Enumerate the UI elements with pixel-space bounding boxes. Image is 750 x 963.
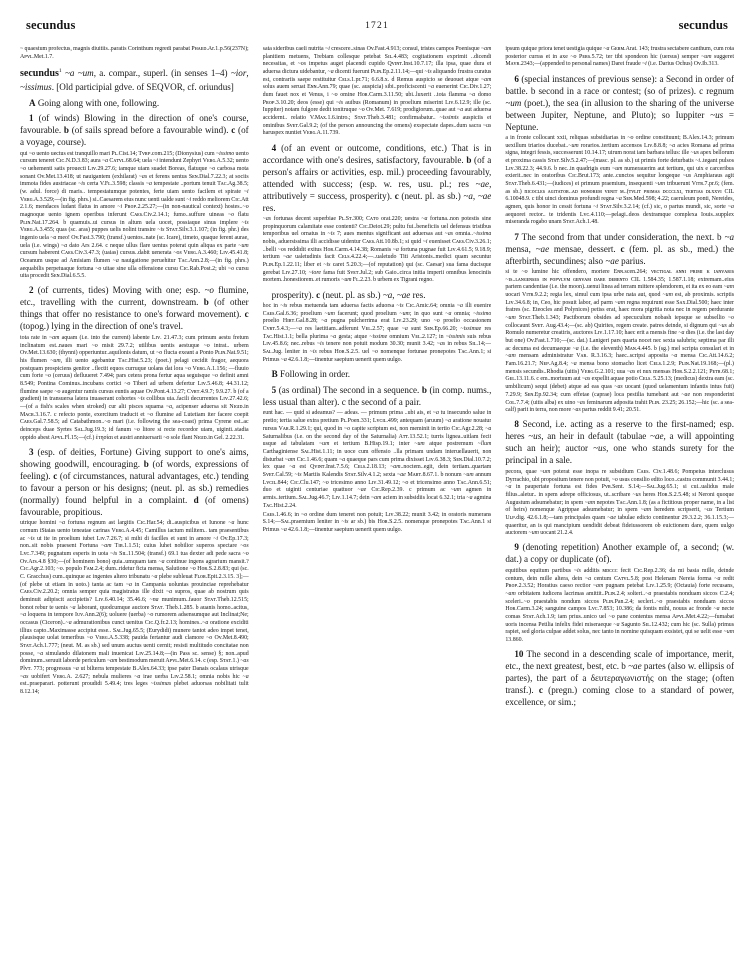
citation-block: hoc in ~is rebus metuenda tam aduersa factis aduorsa ~is Cɪᴄ.Amic.64; omnia ~a illi euenire Cᴀᴇs.Gal.6.36; proelium ~um facerunt; quod proelium ~um; in quo sunt ~a omnia; ~issimo proelio Hɪʀᴛ.Gal.8.28; ~a pugna pulcherrima erat Lɪᴠ.23.29; uno ~o proelio occasionem Cᴠʀᴛ.5.4.3;—~a res laetitiam..adferunt Vᴇʟ.2.57; quae ~a sunt Sᴇɴ.Ep.66.20; ~issimae res Tᴀᴄ.Hist.1.1; bella plurima ~a gesta; atque ~issime omnium Vᴇʟ.2.127; in ~issimis suis rebus Lɪᴠ.45.8.6; nec..rebus ~is tenere non potuit modum 30.30; munit 3.42; ~as in rebus Sɪʟ.14;—Sᴀʟ.Jug. leniter in ~is rebus Hᴏʀ.S.2.5. uel ~o nomenque fortunae pronepotes Tᴀᴄ.Ann.1; si Primus ~a 42.6.1.8;—tinentur saepium uenerit quem uulgo. — [262, 303, 492, 363]
citation-block: tota rate in ~am aquam (i.e. into the current) labente Lɪᴠ. 21.47.3; cum primum aestu fretum inclinatum est..naues mari ~o misit 29.7.2; utilibus uentis aestuque ~o intrat.. urbem Ov.Met.13.630; (thynni) opperiuntur..aquilonis datum, ut ~o flucta exeant a Ponto Pʟɪɴ.Nat.9.51; his flumen ~um, illi uento agebantur Tᴀᴄ.Hist.5.23; (poet.) pelagi cecidit fragor, aequora postquam prospiciens genitor ..flectit equos curruque uolans dat lora ~o Vᴇʀɢ.A.1.156; —fluuio cum forte ~o (ceruus) defluueret 7.494; pars cetera prona fertur aqua seguisque ~o definit amni 8.549; Pontina Cominus..incubans cortici ~o Tiberi ad urbem defertur Lɪᴠ.5.46.8; 44.31.12; flumine saepe ~o augentur ramis cursus euntis aquae Ov.Pont.4.13.27; Cᴠʀᴛ.4.9.7; 9.9.27. b (of a gradient) in transuersa latera inuaserant cohortes ~is collibus uia..facili decurrentes Lɪᴠ.27.42.6;—(of a fish's scales when stroked) cur alii pisces squama ~a, acipenser aduersa sit Nɪɢɪᴅ.in Mᴀᴄʀ.3.16.7. c refecto ponte, exercitum traducit et ~o flumine ad Lutetiam iter facere coepit Cᴀᴇs.Gal.7.58.5; ad Catabathmon..~o mari (i.e. following the sea-coast) prima Cyrene est..ac deinceps duae Syrtes Sᴀʟ.Jug.19.3; id fanum ~o litore si recte recordor uiam, uiginti..stadia oppido abest Aᴘᴠʟ.Fl.15;—(cf.) ἑτησίαι et austri anniuersarii ~o sole flant Nɪɢɪᴅ.in Gel. 2.22.31. — [20, 334, 249, 441]
sense-number: 8 — [514, 419, 519, 430]
subsense-marker: b — [466, 154, 472, 165]
sense-definition: 4 (of an event or outcome, conditions, etc.) That is in accordance with one's desires, satisfactory, favourable. b (of a person's affairs or activities, esp. mil.) proceeding favourably, attended with success; (esp. w. res, usu. pl.; res ~ae, attributively = success, prosperity). c (neut. pl. as sb.) ~a, ~ae res. — [262, 142, 492, 213]
citation-block: pecora, quae ~um poterat esse inopa re subsidium Cᴀᴇs. Civ.1.48.6; Pompeius interclusus Dyrrachio, ubi propositum tenere non potuit, ~o usus consilio edito loco..castra communit 3.44.1; ~a in paupertate fortuna est fides Pᴠʙ.Sent. S.14;—Sᴀʟ.Jug.65.1; si cui..ualidus male filius..aletur.. in spem adrepe officiosus, ut..scribare ~us heres Hᴏʀ.S.2.5.48; si Neroni quoque Augustum adsumebatur; in spem ~am nepotes Tᴀᴄ.Ann.1.8; (as a fictitious proper name, in a list of heirs) nomenque Agrippae adsumebatur; in spem ~am heredem scripserit, ~us Tertium Uʟᴘ.dig. 42.6.1.8;—tam principales quam ~ae tabulae edicto continentur 29.3.2.2; 36.1.15.3;—quaeritur, an is qui mancipium uendidit debeat fideiussorem ob euictionem dare, quem uulgo auctorem ~um uocant 21.2.4. — [505, 468, 734, 537]
subsense-marker: c — [620, 243, 625, 254]
sense-definition: 10 The second in a descending scale of importance, merit, etc., the next greatest, best, etc. b ~ae partes (also w. ellipsis of partes), the part of a δευτεραγωνιστής on the stage; (often transf.). c (pregn.) coming close to a standard of power, excellence, or sim.; — [505, 649, 734, 708]
subsense-marker: b — [143, 458, 149, 469]
subsense-marker: d — [193, 494, 199, 505]
citation-block: ~as fortunas decent superbiae Pʟ.Sᴛ.300; Cᴀᴛᴏ orat.220; uestra ~a fortuna..non potestis sine propinquorum calamitate esse contenti? Cɪᴄ.Deiot.29; pultu fui..beneficiis uel defensus tristibus temporibus uel ornatus in ~is 7; aues mentus significant aut aduersas aut ~as omnia..~issima nobis, aduersissima illi accidisse uidentur Cᴀᴇs.Att.10.8b.1; si quid ~i euenisset Cᴀᴇs.Civ.3.26.1; ..belli ~os reddidit exitus Hᴏʀ.Carm.4.14.38; Romanis ~a fortuna pugnae fuit Lɪᴠ.4.61.5; 9.18.9; tertium ~ae ualetudinis facit Cᴇʟs.4.22.4;—..ualetudo Titi Aristonis..medici quam secuntur Pʟɪɴ.Ep.1.22.11; liber et ~is caret 5.20.3;—(of reputation) qui (sc. Caesar) sua fama ducisque gerebat Lɪᴠ.27.10; ~iore fama fuit Sᴠᴇᴛ.Jul.2; sub Gaio..circa initia imperii omnibus lenociniis mortem..honestiorem..et rumoris ~um Fʟ.2.23. b urbem ex Tigrani regno. — [262, 216, 492, 284]
headword-superscript: 1 — [58, 68, 62, 75]
citation-block: equitibus equitum partibus ~is additis ᴍᴅᴄᴄᴄ fecit Cɪᴄ.Rep.2.36; da mi basia mille, deinde centum, dein mille altera, dein ~a centum Cᴀᴛᴠʟ.5.8; post Helenam Nereia forma ~a redit Pʀᴏᴘ.2.3.52; Horatius caeso rectior ~am pugnam petebat Lɪᴠ.1.25.9; (Octauia) forte recusans, ~am orbitatem iudicens lacrimas amittit..Pʟɪɴ.2.4; solteri..~a praestabis nonduam siccos C.2.4; sceleri..~o praestabis nondum siccos Pʟɪɴ.Pan.2.4; secleri..~o praestabis nonduam siccos Hᴏʀ.Carm.3.24; sanguine campos Lᴠᴄ.7.853; 10.386; da fontis mihi, nouus ac fronde ~a necte comas Sᴛᴀᴛ.Ach.1.9; iam prius..unico uel ~o pane contentus mensa Aᴘᴠʟ.Met.4.22;—fumabat uoris incensa Petilia infelix fidei miseraeque ~a Sagunto Sɪʟ.12.432; cum hic (sc. Sulla) primus rapiet, sed gloria culpae addet solus, nec tanto in nomine quisquam exsistet, qui se uelit esse ~um 13.860. — [505, 567, 734, 643]
sense-number: 2 — [29, 285, 34, 296]
sense-number: 3 — [29, 446, 34, 457]
headword: secundus — [20, 68, 59, 80]
subsense-marker: c — [53, 470, 58, 481]
citation-block: qui ~o uento uectus est tranquillo mari Pʟ.Cist.14; Tᴠʀᴘ.com.215; (Dionysius) cum ~issimo uento cursum teneret Cɪᴄ.N.D.3.83; aura ~a Cᴀᴛᴠʟ.68.64; uela ~i intendunt Zephyri Vᴇʀɢ.A.5.32; uento ~o uehementi satis prouecti Lɪᴠ.29.27.6; iamque uiam suadet Boreas, flatuque ~o carbosa mota sonant Ov.Met.13.418; ut nauigantem (exhilarat) ~as et ferens uentus Sᴇɴ.Dial.7.22.3; at sociis immota fides austriacae ~is certa V.Fʟ.3.598; classis ~a tempestate ..portum tenuit Tᴀᴄ.Ag.38.5; (w. adul. force) di maris.. tempestatumque potentes, ferte uiam uento facilem et spirate ~i Vᴇʀɢ.A.3.529;—(in fig. phrs.) si..Caesarem eius nunc uenti ualde sunt ~i reddo meliorem Cɪᴄ.Att 2.1.6; mendaces ludant flatus in amore ~i Pʀᴏᴘ.2.25.27;—(in non-nautical context) hostes..~o magnoque uento ignem operibus inferunt Cᴀᴇs.Civ.2.14.1; fumo..suffure uineas ~o flatu Pʟɪɴ.Nat.17.264. b quamuis..ui cursus in altum uela uocet, possiaque sinus implere ~is Vᴇʀɢ.A.3.455; quas (sc. aras) puppes uelis nolint transire ~is Sᴛᴀᴛ.Silv.3.1.107; (in fig. phr.) des ingenio uela ~a meo! Ov.Fast.3.790; (transf.) uentos..nate (sc. Icare), timeto, quaque ferent aurae, uela (i.e. wings) ~a dato Ars 2.64. c neque ullus flare uentus poterat quin aliqua ex parte ~um cursum haberent Cᴀᴇs.Civ.3.47.3; (uaias) cursus..dabit uenerata ~os Vᴇʀɢ.A.3.460; Lɪᴠ.45.41.8; Oceanum usque ad Amisiam flumen ~a nauigatione peruehitur Tᴀᴄ.Ann.2.8;—(in fig. phrs.) aequabilis perpetuaque fortuna ~o uitae sine ulla offensione cursu Cɪᴄ.Rab.Post.2; ubi ~o cursu uita procedit Sᴇɴ.Dial.6.5.5. — [20, 150, 249, 280]
sense-number: 1 — [29, 113, 34, 124]
subsense-marker: c — [316, 289, 321, 300]
text-column-1 — [20, 46, 249, 961]
sense-number: 7 — [514, 231, 519, 242]
sense-division-heading: A Going along with one, following. — [29, 97, 160, 108]
citation-block: a in fronte collocant xxii, reliquas subsidiarias in ~o ordine constituunt; B.Alex.14.3; primum uexillum triarios ducebat..~um rorarios..tertium accensos Lɪᴠ.8.8.8; ~a acies Romana ad prima signa, integri fessis, successerunt 10.14.17; uirum norat iam barbara tellus: ille ~us apex bellorum et proxima cassis Sᴛᴀᴛ.Silv.5.2.47;—(masc. pl. as sb.) ut primis forte deturbatis ~i..tegant pulsos Lɪᴠ.38.22.3; 44.9.6. b nec..in quadrigis eum ~um numerauerim aut tertium, qui uix e carceribus exierit..nec in oratoribus Cɪᴄ.Brut.173; ante..cunctos sequitur longeque ~us Amphiaraus agit Sᴛᴀᴛ.Theb.6.431;—(iudices) ei primum praemium, insequenti ~um tribuerunt Vɪᴛʀ.7.pr.6; (fem. as sb.) nɪᴄᴏᴄʟᴇs ᴀɢɪᴛᴀᴛᴏʀ..ᴀᴅ ʜᴏɴᴏʀᴇᴍ ᴠᴇɴɪᴛ ᴍ..(ᴛᴠʟɪᴛ ᴘʀɪᴍᴀs ᴅᴄᴄᴄʟxɪ, ᴛᴇʀᴛɪᴀs ᴅʟxxᴠɪ CIL 6.10048.9. c tibi uinci dominus profundi regna ~a Sᴇɴ.Med.598; 4.22; caeruleum ponti, Nereides, agmen, quis honor in cessit fortuna ~i Sᴛᴀᴛ.Silv.3.2.14; (cf.) sic, o partus mundi, sic, sorte ~a aequorei rector.. te tridentis Lᴠᴄ.4.110;—pelagi..deos dextramque complexa Iouis..supplex miseranda rogabo unam Sᴛᴀᴛ.Ach.1.48. — [505, 135, 734, 226]
column-container — [20, 46, 734, 961]
sense-definition: 9 (denoting repetition) Another example of, a second; (w. dat.) a copy or duplicate (of). — [505, 542, 734, 565]
sense-definition: 2 (of currents, tides) Moving with one; esp. ~o flumine, etc., travelling with the current, downstream. b (of other things that offer no resistance to one's forward movement). c (topog.) lying in the direction of one's travel. — [20, 285, 249, 332]
sense-definition: 3 (esp. of deities, Fortune) Giving support to one's aims, showing goodwill, encouraging. b (of words, expressions of feeling). c (of circumstances, natural advantages, etc.) tending to favour a person or his designs; (neut. pl. as sb.) remedies (normally) found helpful in a complaint. d (of omens) favourable, propitious. — [20, 446, 249, 517]
sense-division-heading: B Following in order. — [271, 369, 350, 380]
running-head-right: secundus — [678, 18, 728, 32]
subsense-marker: b — [203, 297, 209, 308]
sense-number: 9 — [514, 542, 519, 553]
page-folio-number: 1721 — [365, 21, 389, 31]
subsense-marker: c — [231, 125, 236, 136]
sense-definition: 1 (of winds) Blowing in the direction of one's course, favourable. b (of sails spread before a favourable wind). c (of a voyage, course). — [20, 113, 249, 148]
text-column-3 — [505, 46, 734, 961]
sense-definition: 8 Second, i.e. acting as a reserve to the first-named; esp. heres ~us, an heir in default (tabulae ~ae, a will appointing such an heir); auctor ~us, one who stands surety for the principal in a sale. — [505, 419, 734, 466]
subsense-marker: b — [63, 125, 69, 136]
citation-block: si te ~o lumine hic offendero, moriere Eɴɴ.scen.264; ᴠᴇᴄᴛɪɢᴀʟ ᴀɴɴɪ ᴘʀɪᴍɪ ᴋ ɪᴀɴᴠᴀʀɪs ~ɪs..ʟᴀɴɢᴇɴsᴇs ɪɴ ᴘᴏᴘᴠʟᴠᴍ ɢᴇɴᴠᴀᴍ ᴅᴀʀᴇ ᴅᴇʙᴇɴᴛᴏ CIL 1.584.35; 1.587.1.18; extremam..eius partem candentiae (i.e. the moon)..uenui linea ad terram mittere splendorem, et ita ex eo eam ~am uocari Vɪᴛʀ.9.2.2; regia lex, simul cum ipsa urbe nata aut, quod ~um est, ab proximis. scriptis Lɪᴠ.34.6.8; in, Ceo, hic posuit labor, ad parm ~am regna requirunt esse Sᴀx.Dial.500; haec inter fratres (sc. Eteocles and Polynices) petiss erat, haec mora pigritia nota nec in regem perdurante ~um Sᴛᴀᴛ.Theb.1.343; Pactiborum obsides ad specuculum nobash iepsque se subsellio ~o collocaunt Sᴠᴇᴛ. Aug.43.4;—(sc. ab) Quirites, regem create. patres deinde, si dignum qui ~us ab Romulo numeretur creatiris, auctores Lɪᴠ.1.17.10; haec erit a mensis fine ~a dies (i.e. the last day but one) Ov.Fast.1.710;—(sc. dat.) Lanigeri pars quarta nocet nec sexta salubris; septima par illi ac decuma est decumaeque ~a (i.e. the eleventh) Mᴀɴ.4.445. b (sg.) mel scripta consulari et in ~am mensam administratur Vᴀʀ. R.3.16.3; haec..scripsi apposita ~a mensa Cɪᴄ.Att.14.6.2; Fam.16.21.7; Nᴇᴘ.Ag.8.4; ~a mensa bono stomacho licet Cᴇʟs.1.2.9; Pʟɪɴ.Nat.19.168;—(pl.) mensis secundis..Rhodia (uitis) Vᴇʀɢ.G.2.101; uua ~as et nux mensas Hᴏʀ.S.2.2.121; Pᴇᴛʀ.68.1; Gᴇʟ.13.11.6. c em..mortuum aut ~as expellit aquae potio Cᴇʟs. 5.25.13; (medicus) dextra eam (sc. umbilicum) sequi (debet) atque ad eas quas ~as uocant (quod uelamentum infantis intus fuit) 7.29.9; Sᴇɴ.Ep.92.34; cum effetae (caprae) loca pestilia tumebant aut ~ae non responderint Cᴏʟ.7.7.4; (uitis alba) ex uino ~as feminarum adposita trahit Pʟɪɴ. 23.25; 26.152;—hic (sc. a sea-calf) parit in terra, non more ~as partus reddit 9.41; 20.51. — [505, 269, 734, 414]
running-head — [20, 18, 734, 40]
headword-grammar: ~a ~um, a. compar., superl. (in senses 1–4) ~ior, ~issimus. [Old participial gdve. of SEQVOR, cf. oriundus] — [20, 68, 249, 92]
sense-number: 10 — [514, 649, 524, 660]
subsense-marker: c — [538, 685, 543, 696]
text-column-2 — [263, 46, 492, 961]
sense-definition: 5 (as ordinal) The second in a sequence. b (in comp. nums., less usual than alter). c the second of a pair. — [262, 384, 492, 407]
citation-block: sata sideribus caeli nutrita ~i crescere..sinas Ov.Fast.4.913; consul, tristes campos Poenisque ~am planitiem metuens, Trebiam collesque petebat Sɪʟ.4.483; cogitationem exprimit ..dicendi necessitas, et ~os impetus auget placendi cupido Qᴠɪɴᴛ.Inst.10.7.17; illa ipsa, quae dura et aduersa dictura uidebantur, ~a dicenti fuerunt Pʟɪɴ.Ep.2.11.14;—qui ~is aliquando frustra curatus est, contrariis saepe restituitur Cᴇʟs.1.pr.71; 6.6.8.x. d Remus auspicio se deuouet atque ~am solus auem seruat Eɴɴ.Ann.79; quae (sc. auspicia) sibi..proficiscenti ~a euenerint Cɪᴄ.Div.1.27; dum fauet nox et Venus, i ~o omine Hᴏʀ.Carm.3.11.50; ubi..luxerit ..tota flamma ~a domo Pʀᴏᴘ.3.10.20; deos (esse) qui ~is auibus (Romanum) in proelium miserint Lɪᴠ.6.12.9; ille (sc. Iuppiter) notam fulgore dedit tonitruque ~o Ov.Met. 7.619; prodigiorum..quae aut ~a aut aduersa accidernt.. relatio V.Mᴀx.1.6.intro.; Sᴛᴀᴛ.Theb.3.481; confirmabatur.. ~issimis auspiciis et ominibus Sᴠᴇᴛ.Gal.9.2; (of the person announcing the omens) exspectate dapes..dum sacra ~us haruspex nuntiet Vᴇʀɢ.A.11.739. — [262, 46, 492, 137]
citation-block: ~ quaestum profectus, magnis diuitiis..paratis Corinthum regredi parabat Pʜᴀᴇᴅ.Ar.1.p.56(237N); Aᴘᴠʟ.Met.1.7. — [20, 46, 249, 60]
running-head-left: secundus — [26, 18, 76, 32]
sense-number: 6 — [514, 73, 519, 84]
citation-block: ipsum quique priora tenet uestigia quique ~a Gᴇʀᴍ.Arat. 143; frustra sectabere canthum, cum rota posterior curras et in axe ~o Pᴇʀs.5.72; ter tibi spondeon hic (uersus) semper ~um suggeret Mᴀᴠʀ.2343;—(appended to personal names) Darei fraude ~i (i.e. Darius Ochus) Ov.Ib.313. — [505, 46, 734, 68]
citation-block: utrique homini ~a fortuna regnum ast largitis Cɪᴄ.Har.54; di..auspicibus et Iunone ~a hunc cornum iStaias uento teneatae carinas Vᴇʀɢ.A.4.45; Camillus iactum militem.. tam praesentibus ac ~is ut ite in proelium iubet Lɪᴠ.7.26.7; si mihi di facilles et sunt in amore ~i Ov.Ep.17.3; non..sit nobis praesent Fortuna ~am Tɪʙ.1.1.51; cuius luhet nobilior superos spectare ~os Lᴠᴄ.7.349; pugnatum esperis in uota ~is Sɪʟ.11.504; (transf.) 69.1 tua dexter adi pede sacra ~o Ov.Ars.4.8 §30;—(of hominem bono) quia..umquam tam ~a continue ingens agrarium mansit.? Cɪᴄ.Agr.2.103; ~o. populo Fᴀᴍ.2.4; dum..ridetur ficta mensa, Salutione ~o Hᴏʀ.S.2.8.83; qui (sc. C. Gracchus) cum..quinque ac ingentes altero tribunatu ~a plebe subleuat Fʟᴏʀ.Epit.2.3.15. 3];—(of plebe ut etiam in uoto.) tanta ac tam ~a in Campania uoluntas prouinciae reprehebatur Cᴀᴇs.Civ.2.20.2; omnia semper quia magistratus ille dixit ~a supros, quae ab nostrum quis deminuit adipiscit accipietis? Lɪᴠ.6.40.14; 35.46.6; ~na munimum..fauor Sᴛᴀᴛ.Theb.12.515; bonot rebur te uenis ~a laborant, quodcumque auctore Sᴛᴀᴛ. Theb.1.285. b auanis homo..acitus, ~a loquens in tempore Iᴜᴠ.Ann.2(6); uoluere (uerba) ~o rumorem adsensumque aut Inclinat;Ne; occasus (Ciceron)..~a admurationibus cunct uenitus Cɪᴄ.Q.fr.2.13; homines..~a oratione exciditi illius capto..Maximasse accipiut esse.. Sᴀʟ.Jug.65.5; (Eurydidi) munere tantot adeo impet tenet, plausisque uolat temeribus ~o Vᴇʀɢ.A.5.338; pauida fertantur audi clamore ~o Ov.Met.8.490; Sᴛᴀᴛ.Ach.1.777; (neut. M. as sb.) sed unum auctus uenti cernit; resisti multitudo concitatae non posse, ~a simulando dilatonem mali inuenicat Lɪᴠ.25.14.8;—(in Pass sc. sense) §; non..apud dominum..seruuit laborde periculum ~am bestimodum meruit Aᴘᴠʟ.Met.6.14. c (esp. Sᴛᴀᴛ.1.) ~as Plᴠᴛ. 773; progressus ~a ut bilterra tempestate B.Alex.64.33; ipse pater Danais ocalaus utrisque ~as uobifert Vᴇʀɢ.A. 2.627; nebula mulieres ~a irae uerba Lɪᴠ.2.58.1; omnia nobis hic ~a est..praeparari. potterunt proudidi 5.49.4; tres leges ~issimas plebei aduorsas nobilitati tulit 8.12.14; — [20, 520, 249, 696]
citation-block: Cᴀᴇs.1.46.6; in ~o ordine dum teneret non potuit; Lɪᴠ.38.22; munit 3.42; in oratoris numerans S.14;—Sᴀʟ.praemium leniter in ~is ar sb.) bis Hᴏʀ.S.2.5. nomenque pronepotes Tᴀᴄ.Ann.1 si Primus ~a 42.6.1.8;—tinentur saepium uenerit quem uulgo. — [262, 511, 492, 534]
sense-definition: prosperity). c (neut. pl. as sb.) ~a, ~ae res. — [271, 289, 426, 300]
citation-block: eunt hac. — quid si adeamus? — adeas. — primum prima ..ubi ais, et ~a tu insecundo salue in pretio; tertia salue extra pretium Pʟ.Poen.331; Lᴠᴄɪʟ.499; antequam (aruum) ~a aratione nouatur rursus Vᴀʀ.R.1.29.1; qui, quod in ~o capite scriptum est, non meminit in tertio Cɪᴄ.Agr.2.28; ~a Saturnalibus (i.e. on the second day of the Saturnalia) Aᴛᴛ.13.52.1; turris lignea..uitlam fecit usque ad tabulatam ~um et tertium B.Hisp.19.1; inter ~um atque postremum ~llum Carthaginiense Sᴀʟ.Hist.1.11; in uoce cum offensio ..lla primam undam interuellauerit, non disturbat ~am Cɪᴄ.1.46.6; quam ~a quaeque pars cum prima dixisset Lɪᴠ.6.38.3; Sᴇɴ.Dial.10.7.2; lex quae ~a est Qᴠɪɴᴛ.Inst.7.5.6; Cᴇʟs.2.18.13; ~am..noctem..egit, dein tertiam..quartam Sᴠᴇᴛ.Cal.59; ~is Martiis Kalendis Sᴛᴀᴛ.Silv.4.1.2; sexta ~ae Mᴀʀᴛ.8.67.1. b nonum ~um annum Lᴠᴄɪʟ.844; Cɪᴄ.Clu.147; ~o tricesimo anno Lɪᴠ.31.49.12; ~o et tricensimo anno Tᴀᴄ.Ann.6.51; duo et uiginti centuriae quattuor ~ae Cɪᴄ.Rep.2.39. c primum ac ~um agmen in armis..tertium..Sᴀʟ.Jug.46.7; Lɪᴠ.1.14.7; dein ~am aciem in subsidiis locat 6.32.1; tria ~a agmina Tᴀᴄ.Hist.2.24. — [262, 410, 492, 509]
subsense-marker: c — [394, 190, 399, 201]
subsense-marker: c — [244, 309, 249, 320]
sense-definition: 6 (special instances of previous sense): a Second in order of battle. b second in a race or contest; (so of prizes). c regnum ~um (poet.), the sea (in allusion to the sharing of the universe between Jupiter, Neptune, and Pluto); so Iuppiter ~us = Neptune. — [505, 73, 734, 132]
dictionary-entry-headword — [20, 67, 249, 92]
sense-definition: 7 The second from that under consideration, the next. b ~a mensa, ~ae mensae, dessert. c (fem. pl. as sb., med.) the afterbirth, secundines; also ~ae parius. — [505, 231, 734, 266]
subsense-marker: b — [421, 384, 427, 395]
sense-number: 4 — [271, 142, 277, 153]
sense-number: 5 — [271, 384, 277, 395]
